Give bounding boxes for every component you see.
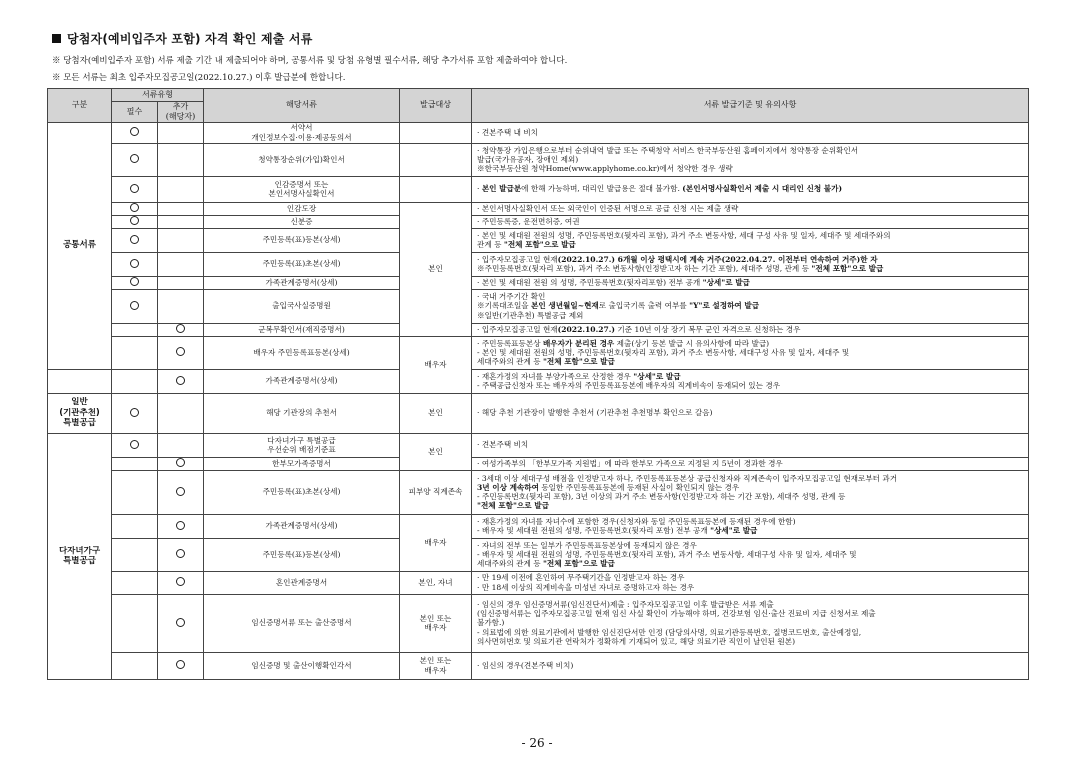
text-line: 신분증 [290,216,313,226]
issuer-dependent: 피부양 직계존속 [400,470,472,514]
additional-mark [158,393,204,433]
required-mark [112,323,158,336]
square-bullet-icon [52,34,61,43]
text-line: 청약통장순위(가입)확인서 [258,154,345,164]
table-row [48,276,1029,289]
emphasis-text: "상세"로 발급 [710,526,758,535]
required-mark [112,571,158,594]
criteria-line: · 청약통장 가입은행으로부터 순위내역 발급 또는 주택청약 서비스 한국부동산원 홈페이지에서 청약통장 순위확인서 [477,145,859,155]
required-mark [112,393,158,433]
doc-name [204,652,400,679]
text-line: 혼인관계증명서 [275,577,328,587]
text-line: 본인 또는 [419,656,452,666]
emphasis-text: "전체 포함"으로 발급 [542,559,615,569]
circle-mark-icon [130,184,139,193]
table-row [48,457,1029,470]
required-mark [112,336,158,369]
doc-name [204,252,400,276]
circle-mark-icon [130,259,139,268]
text-line: 임신증명 및 출산이행확인각서 [251,660,352,670]
criteria-line: - 배우자 및 세대원 전원의 성명, 주민등록번호(뒷자리 포함), 과거 주소 변동사항, 세대구성 사유 및 일자, 세대주 및 [477,549,857,559]
text-line: 인감증명서 또는 [274,179,329,189]
text-line: 배우자 [424,623,447,632]
table-row [48,289,1029,323]
documents-table [47,88,1029,680]
emphasis-text: 본인 생년월일~현재 [531,301,599,311]
required-mark [112,457,158,470]
required-mark [112,652,158,679]
header-category: 구분 [48,89,112,123]
table-row [48,538,1029,571]
doc-name [204,202,400,215]
additional-mark [158,594,204,652]
additional-mark [158,336,204,369]
issuer-cell [400,176,472,202]
issuer-self-children: 본인, 자녀 [400,571,472,594]
criteria-cell [472,176,1029,202]
criteria-line: 의사면허번호 및 의료기관 연락처가 정확하게 기재되어 있고, 해당 의료기관 직인이 날인된 원본) [477,636,796,646]
criteria-line: 발급(국가유공자, 장애인 제외) [477,154,579,164]
required-mark [112,470,158,514]
section-title: 당첨자(예비입주자 포함) 자격 확인 제출 서류 [52,30,313,47]
emphasis-text: "Y"로 설정하여 발급 [689,301,760,311]
circle-mark-icon [130,301,139,310]
table-row [48,594,1029,652]
text-line: 배우자 주민등록표등본(상세) [253,347,350,357]
additional-mark [158,571,204,594]
emphasis-text: "전체 포함"으로 발급 [503,240,576,249]
criteria-line: · 3세대 이상 세대구성 배점을 인정받고자 하나, 주민등록표등본상 공급신청자와 직계존속이 입주자모집공고일 현재로부터 과거 [477,473,898,483]
emphasis-text: (2022.10.27.) [557,324,616,334]
text-line: 인감도장 [286,203,317,213]
criteria-cell [472,252,1029,276]
criteria-line: · 입주자모집공고일 현재(2022.10.27.) 기준 10년 이상 장기 복무 군인 자격으로 신청하는 경우 [477,324,801,334]
text-line: 군복무확인서(재직증명서) [258,324,345,334]
criteria-line: · 견본주택 내 비치 [477,127,539,137]
doc-name [204,433,400,457]
criteria-line: 세대주와의 관계 등 "전체 포함"으로 발급 [477,559,615,569]
circle-mark-icon [176,487,185,496]
criteria-line: · 재혼가정의 자녀를 부양가족으로 산정한 경우 "상세"로 발급 [477,371,681,381]
criteria-line: ※일반(기관추천) 특별공급 제외 [477,310,584,320]
circle-mark-icon [130,277,139,286]
emphasis-text: "전체 포함"으로 발급 [811,264,884,273]
issuer-self-or-spouse [400,652,472,679]
text-line: 출입국사실증명원 [272,301,331,311]
table-row [48,470,1029,514]
header-criteria: 서류 발급기준 및 유의사항 [472,89,1029,123]
issuer-cell [400,143,472,176]
note-issue-date: ※ 모든 서류는 최초 입주자모집공고일(2022.10.27.) 이후 발급분에 한합니다. [52,73,346,83]
additional-mark [158,323,204,336]
criteria-line: · 국내 거주기간 확인 [477,292,546,302]
doc-name [204,289,400,323]
emphasis-text: "전체 포함"으로 발급 [542,357,615,367]
circle-mark-icon [130,127,139,136]
criteria-line: · 입주자모집공고일 현재(2022.10.27.) 6개월 이상 평택시에 계속 거주(2022.04.27. 이전부터 연속하여 거주)한 자 [477,254,878,264]
text-line: 다자녀가구 [58,545,101,556]
text-line: 가족관계증명서(상세) [265,521,338,531]
criteria-line: · 여성가족부의 「한부모가족 지원법」에 따라 한부모 가족으로 지정된 지 5년이 경과한 경우 [477,458,783,468]
doc-name [204,323,400,336]
table-header-row [48,89,1029,102]
criteria-cell [472,594,1029,652]
doc-name [204,571,400,594]
additional-mark [158,369,204,393]
criteria-cell [472,202,1029,215]
additional-mark [158,228,204,252]
table-row [48,652,1029,679]
header-issuer: 발급대상 [400,89,472,123]
group-general [48,393,112,433]
additional-mark [158,457,204,470]
criteria-cell [472,393,1029,433]
criteria-cell [472,457,1029,470]
circle-mark-icon [176,324,185,333]
circle-mark-icon [130,408,139,417]
required-mark [112,594,158,652]
doc-name [204,122,400,143]
criteria-line: · 임신의 경우(견본주택 비치) [477,660,574,670]
circle-mark-icon [176,618,185,627]
circle-mark-icon [176,660,185,669]
emphasis-text: (2022.10.27.) 6개월 이상 평택시에 계속 거주(2022.04.27. 이전부터 연속하여 거주)한 자 [557,254,878,264]
criteria-line: · 본인 및 세대원 전원 의 성명, 주민등록번호(뒷자리포함) 전부 공개 "상세"로 발급 [477,277,750,287]
text-line: 주민등록(표)등본(상세) [262,549,341,559]
issuer-self: 본인 [400,433,472,470]
criteria-line: · 견본주택 비치 [477,440,529,450]
criteria-cell [472,336,1029,369]
text-line: 본인 또는 [419,613,452,623]
circle-mark-icon [176,521,185,530]
group-multichild [48,433,112,679]
criteria-line: - 주민등록번호(뒷자리 포함), 3년 이상의 과거 주소 변동사항(인정받고자 하는 기간 포함), 세대주 성명, 관계 등 [477,492,846,501]
required-mark [112,176,158,202]
text-line: 가족관계증명서(상세) [265,376,338,386]
text-line: 본인서명사실확인서 [268,189,335,198]
text-line: 가족관계증명서(상세) [265,277,338,287]
text-line: 추가 [172,102,189,111]
header-additional [158,102,204,123]
required-mark [112,276,158,289]
emphasis-text: "상세"로 발급 [633,371,681,381]
additional-mark [158,143,204,176]
required-mark [112,369,158,393]
doc-name [204,176,400,202]
text-line: 임신증명서류 또는 출산증명서 [251,618,352,628]
doc-name [204,369,400,393]
additional-mark [158,122,204,143]
circle-mark-icon [176,347,185,356]
circle-mark-icon [130,216,139,225]
emphasis-text: (본인서명사실확인서 제출 시 대리인 신청 불가) [682,184,843,194]
criteria-cell [472,369,1029,393]
doc-name [204,336,400,369]
criteria-line: (임신증명서류는 입주자모집공고일 현재 임신 사실 확인이 가능해야 하며, 건강보험 임신·출산 진료비 지급 신청서로 제출 [477,609,876,619]
emphasis-text: "상세"로 발급 [702,277,750,287]
table-row [48,202,1029,215]
criteria-line: 관계 등 "전체 포함"으로 발급 [477,240,576,249]
text-line: 한부모가족증명서 [272,458,331,468]
doc-name [204,276,400,289]
criteria-line: 세대주와의 관계 등 "전체 포함"으로 발급 [477,357,615,367]
emphasis-text: 배우자가 분리된 경우 [542,338,615,348]
circle-mark-icon [176,376,185,385]
criteria-line: · 만 18세 이상의 직계비속을 미성년 자녀로 증명하고자 하는 경우 [477,582,695,592]
table-row [48,143,1029,176]
required-mark [112,228,158,252]
criteria-line: · 본인 및 세대원 전원의 성명, 주민등록번호(뒷자리 포함), 과거 주소 변동사항, 세대 구성 사유 및 일자, 세대주 및 세대주와의 [477,230,891,240]
criteria-line: - 주택공급신청자 또는 배우자의 주민등록표등본에 배우자의 직계비속이 등재되어 있는 경우 [477,381,781,390]
doc-name [204,538,400,571]
note-submission-period: ※ 당첨자(예비입주자 포함) 서류 제출 기간 내 제출되어야 하며, 공통서류 및 당첨 유형별 필수서류, 해당 추가서류 포함 제출하여야 합니다. [52,56,568,66]
criteria-line: - 의료법에 의한 의료기관에서 발행한 임신진단서만 인정 (담당의사명, 의료기관등록번호, 질병코드번호, 출산예정일, [477,627,862,637]
circle-mark-icon [130,154,139,163]
issuer-spouse: 배우자 [400,336,472,393]
table-row [48,215,1029,228]
text-line: 주민등록(표)등본(상세) [262,235,341,245]
additional-mark [158,252,204,276]
table-row [48,433,1029,457]
emphasis-text: "전체 포함"으로 발급 [477,501,549,511]
issuer-cell [400,122,472,143]
text-line: 배우자 [424,665,447,675]
additional-mark [158,276,204,289]
table-row [48,228,1029,252]
criteria-line: 3년 이상 계속하여 동일한 주민등록표등본에 등재된 사실이 확인되지 않는 경우 [477,482,740,492]
circle-mark-icon [130,203,139,212]
header-doc-type: 서류유형 [112,89,204,102]
criteria-cell [472,652,1029,679]
text-line: 개인정보수집·이용·제공동의서 [251,132,352,142]
doc-name [204,215,400,228]
required-mark [112,289,158,323]
circle-mark-icon [130,440,139,449]
additional-mark [158,176,204,202]
emphasis-text: 본인 발급분 [481,184,522,194]
criteria-cell [472,143,1029,176]
additional-mark [158,514,204,538]
text-line: 해당 기관장의 추천서 [266,408,337,418]
additional-mark [158,215,204,228]
table-row [48,369,1029,393]
doc-name [204,470,400,514]
text-line: 일반 [71,397,88,408]
table-row [48,571,1029,594]
emphasis-text: 3년 이상 계속하여 [477,482,539,492]
table-row [48,336,1029,369]
required-mark [112,202,158,215]
required-mark [112,514,158,538]
table-row [48,252,1029,276]
text-line: 특별공급 [63,556,96,566]
doc-name [204,228,400,252]
criteria-line: · 해당 추천 기관장이 발행한 추천서 (기관추천 추천명부 확인으로 갈음) [477,408,713,418]
criteria-cell [472,538,1029,571]
criteria-cell [472,514,1029,538]
additional-mark [158,652,204,679]
required-mark [112,143,158,176]
criteria-line: ※한국부동산원 청약Home(www.applyhome.co.kr)에서 청약한 경우 생략 [477,164,733,174]
text-line: (해당자) [165,111,196,121]
text-line: 다자녀가구 특별공급 [267,435,336,445]
criteria-cell [472,433,1029,457]
table-row [48,176,1029,202]
criteria-line: · 본인 발급분에 한해 가능하며, 대리인 발급용은 절대 불가함. (본인서명사실확인서 제출 시 대리인 신청 불가) [477,184,843,194]
criteria-cell [472,122,1029,143]
required-mark [112,122,158,143]
criteria-line [477,501,1023,510]
header-document: 해당서류 [204,89,400,123]
page-number: - 26 - [521,736,553,750]
criteria-line: · 주민등록표등본상 배우자가 분리된 경우 제출(상기 등본 발급 시 유의사항에 따라 발급) [477,338,770,348]
required-mark [112,433,158,457]
criteria-line: - 배우자 및 세대원 전원의 성명, 주민등록번호(뒷자리 포함) 전부 공개 "상세"로 발급 [477,526,758,535]
criteria-cell [472,228,1029,252]
criteria-line: · 본인서명사실확인서 또는 외국인이 인증된 서명으로 공급 신청 시는 제출 생략 [477,203,739,213]
required-mark [112,538,158,571]
issuer-spouse: 배우자 [400,514,472,571]
criteria-cell [472,571,1029,594]
table-row [48,122,1029,143]
doc-name [204,143,400,176]
issuer-self: 본인 [400,202,472,336]
criteria-line: - 본인 및 세대원 전원의 성명, 주민등록번호(뒷자리 포함), 과거 주소 변동사항, 세대구성 사유 및 일자, 세대주 및 [477,347,850,357]
doc-name [204,594,400,652]
criteria-line: ※주민등록번호(뒷자리 포함), 과거 주소 변동사항(인정받고자 하는 기간 포함), 세대주 성명, 관계 등 "전체 포함"으로 발급 [477,264,884,273]
criteria-cell [472,323,1029,336]
additional-mark [158,289,204,323]
criteria-line: · 재혼가정의 자녀를 자녀수에 포함한 경우(신청자와 동일 주민등록표등본에 등재된 경우에 한함) [477,516,796,526]
text-line: 특별공급 [63,418,96,429]
additional-mark [158,433,204,457]
criteria-line: · 자녀의 전부 또는 일부가 주민등록표등본상에 등재되지 않은 경우 [477,540,697,550]
group-common: 공통서류 [48,122,112,369]
group-common-tail [48,369,112,393]
criteria-line: 불가함.) [477,618,505,628]
additional-mark [158,538,204,571]
required-mark [112,252,158,276]
header-required: 필수 [112,102,158,123]
text-line: 우선순위 배점기준표 [267,445,336,454]
text-line: 주민등록(표)초본(상세) [262,259,341,269]
circle-mark-icon [176,549,185,558]
criteria-cell [472,215,1029,228]
text-line: (기관추천) [59,407,100,418]
criteria-line: · 만 19세 이전에 혼인하여 무주택기간을 인정받고자 하는 경우 [477,573,685,583]
additional-mark [158,470,204,514]
criteria-line: · 주민등록증, 운전면허증, 여권 [477,216,580,226]
table-row [48,393,1029,433]
additional-mark [158,202,204,215]
text-line: 주민등록(표)초본(상세) [262,487,341,497]
criteria-line: · 임신의 경우 임신증명서류(임신진단서)제출 : 입주자모집공고일 이후 발급받은 서류 제출 [477,599,774,609]
criteria-cell [472,470,1029,514]
circle-mark-icon [176,458,185,467]
criteria-line: ※기록대조일을 본인 생년월일~현재로 출입국기록 출력 여부를 "Y"로 설정하여 발급 [477,301,760,311]
doc-name [204,393,400,433]
doc-name [204,457,400,470]
issuer-self: 본인 [400,393,472,433]
criteria-cell [472,289,1029,323]
table-row [48,323,1029,336]
criteria-cell [472,276,1029,289]
circle-mark-icon [176,577,185,586]
circle-mark-icon [130,235,139,244]
text-line: 서약서 [290,123,313,133]
required-mark [112,215,158,228]
doc-name [204,514,400,538]
table-row [48,514,1029,538]
issuer-self-or-spouse [400,594,472,652]
